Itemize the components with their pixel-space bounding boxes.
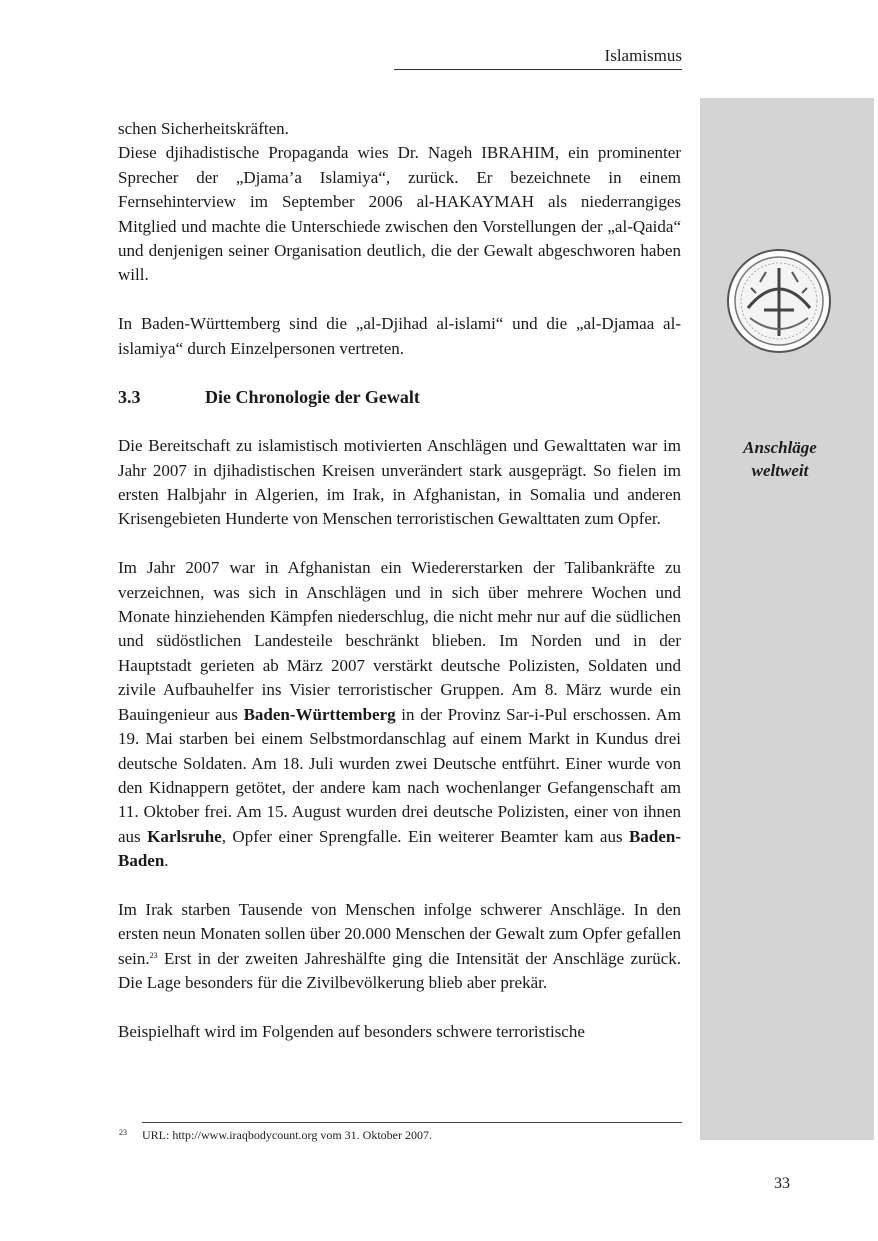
margin-note <box>700 436 860 482</box>
footnote-text: URL: http://www.iraqbodycount.org vom 31. Oktober 2007. <box>142 1128 432 1142</box>
footnote-rule <box>142 1122 682 1123</box>
margin-note-line: Anschläge <box>743 438 817 457</box>
paragraph: Die Bereitschaft zu islamistisch motivierten Anschlägen und Gewalttaten war im Jahr 2007 in djihadistischen Kreisen unverändert stark ausgeprägt. So fielen im ersten Halbjahr in Algerien, im Irak, in Afghanistan, in Somalia und anderen Krisengebieten Hunderte von Menschen terroristischen Gewalttaten zum Opfer. <box>118 436 681 529</box>
margin-sidebar <box>700 98 874 1140</box>
highlighted-place: Baden-Baden <box>118 826 681 871</box>
margin-note-line: weltweit <box>751 461 809 480</box>
section-number: 3.3 <box>118 387 141 408</box>
text-run: Im Jahr 2007 war in Afghanistan ein Wiedererstarken der Talibankräfte zu verzeichnen, was sich in Anschlägen und in sich über mehrere Wochen und Monate hinziehenden Kämpfen niederschlug, die nicht mehr nur auf die südlichen und südöstlichen Landesteile beschränkt blieben. Im Norden und in der Hauptstadt gerieten ab März 2007 verstärkt deutsche Polizisten, Soldaten und zivile Aufbauhelfer ins Visier terroristischer Gruppen. Am 8. März wurde ein Bauingenieur aus <box>118 558 681 724</box>
paragraph: schen Sicherheitskräften. <box>118 119 289 138</box>
text-run: , Opfer einer Sprengfalle. Ein weiterer Beamter kam aus <box>221 826 630 846</box>
running-header: Islamismus <box>604 46 682 65</box>
body-text <box>118 117 681 1044</box>
page-number: 33 <box>774 1175 790 1192</box>
paragraph: Diese djihadistische Propaganda wies Dr. Nageh IBRAHIM, ein prominenter Sprecher der „Djama’a Islamiya“, zurück. Er bezeichnete in einem Fernsehinterview im September 2006 al-HAKAYMAH als niederrangiges Mitglied und machte die Unterschiede zwischen den Vorstellungen der „al-Qaida“ und denjenigen seiner Organisation deutlich, die der Gewalt abgeschworen haben will. <box>118 143 681 285</box>
text-run: Im Irak starben Tausende von Menschen infolge schwerer Anschläge. In den ersten neun Monaten sollen über 20.000 Menschen der Gewalt zum Opfer gefallen sein. <box>118 899 681 968</box>
paragraph: Beispielhaft wird im Folgenden auf besonders schwere terroristische <box>118 1021 585 1041</box>
text-run: in der Provinz Sar-i-Pul erschossen. Am 19. Mai starben bei einem Selbstmordanschlag auf einem Markt in Kundus drei deutsche Soldaten. Am 18. Juli wurden zwei Deutsche entführt. Einer wurde von den Kidnappern getötet, der andere kam nach wochenlanger Gefangenschaft am 11. Oktober frei. Am 15. August wurden drei deutsche Polizisten, einer von ihnen aus <box>118 704 681 846</box>
footnote-ref[interactable]: 23 <box>149 950 158 960</box>
paragraph: In Baden-Württemberg sind die „al-Djihad al-islami“ und die „al-Djamaa al-islamiya“ durch Einzelpersonen vertreten. <box>118 314 681 358</box>
section-title: Die Chronologie der Gewalt <box>205 387 420 408</box>
highlighted-place: Karlsruhe <box>147 826 222 846</box>
seal-emblem-icon <box>726 248 832 354</box>
text-run: . <box>164 851 169 871</box>
paragraph <box>118 898 681 996</box>
section-heading <box>118 385 681 409</box>
text-run: Erst in der zweiten Jahreshälfte ging die Intensität der Anschläge zurück. Die Lage besonders für die Zivilbevölkerung blieb aber prekär. <box>118 948 681 993</box>
footnote-number: 23 <box>119 1128 127 1137</box>
paragraph <box>118 556 681 873</box>
highlighted-place: Baden-Württemberg <box>243 704 396 724</box>
header-rule <box>394 69 682 70</box>
